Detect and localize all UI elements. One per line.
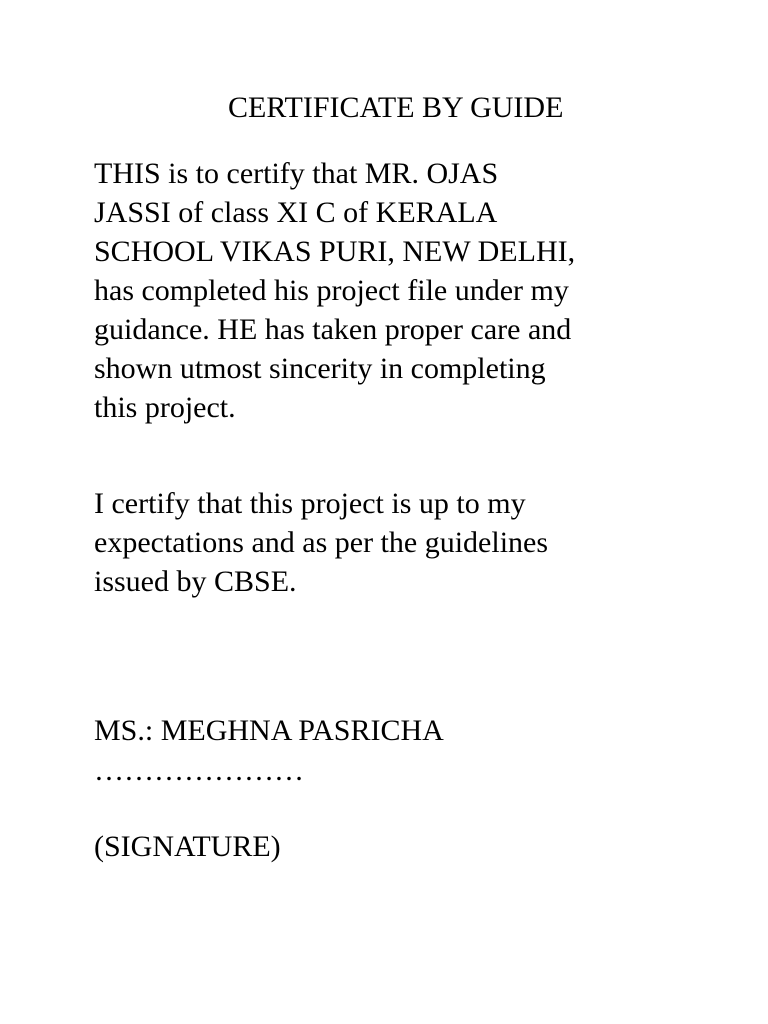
paragraph-line: issued by CBSE. [94,565,297,598]
certificate-title: CERTIFICATE BY GUIDE [228,91,564,124]
signature-label: (SIGNATURE) [94,830,281,863]
paragraph-line: this project. [94,391,236,424]
paragraph-line: SCHOOL VIKAS PURI, NEW DELHI, [94,235,576,268]
signature-dotted-line: ………………… [94,754,304,787]
paragraph-line: JASSI of class XI C of KERALA [94,196,498,229]
paragraph-line: has completed his project file under my [94,274,569,307]
paragraph-line: THIS is to certify that MR. OJAS [94,157,499,190]
expectations-paragraph [94,484,548,601]
guide-name: MS.: MEGHNA PASRICHA [94,714,444,747]
paragraph-line: I certify that this project is up to my [94,487,526,520]
paragraph-line: guidance. HE has taken proper care and [94,313,572,346]
certification-paragraph [94,154,575,427]
paragraph-line: shown utmost sincerity in completing [94,352,546,385]
paragraph-line: expectations and as per the guidelines [94,526,549,559]
